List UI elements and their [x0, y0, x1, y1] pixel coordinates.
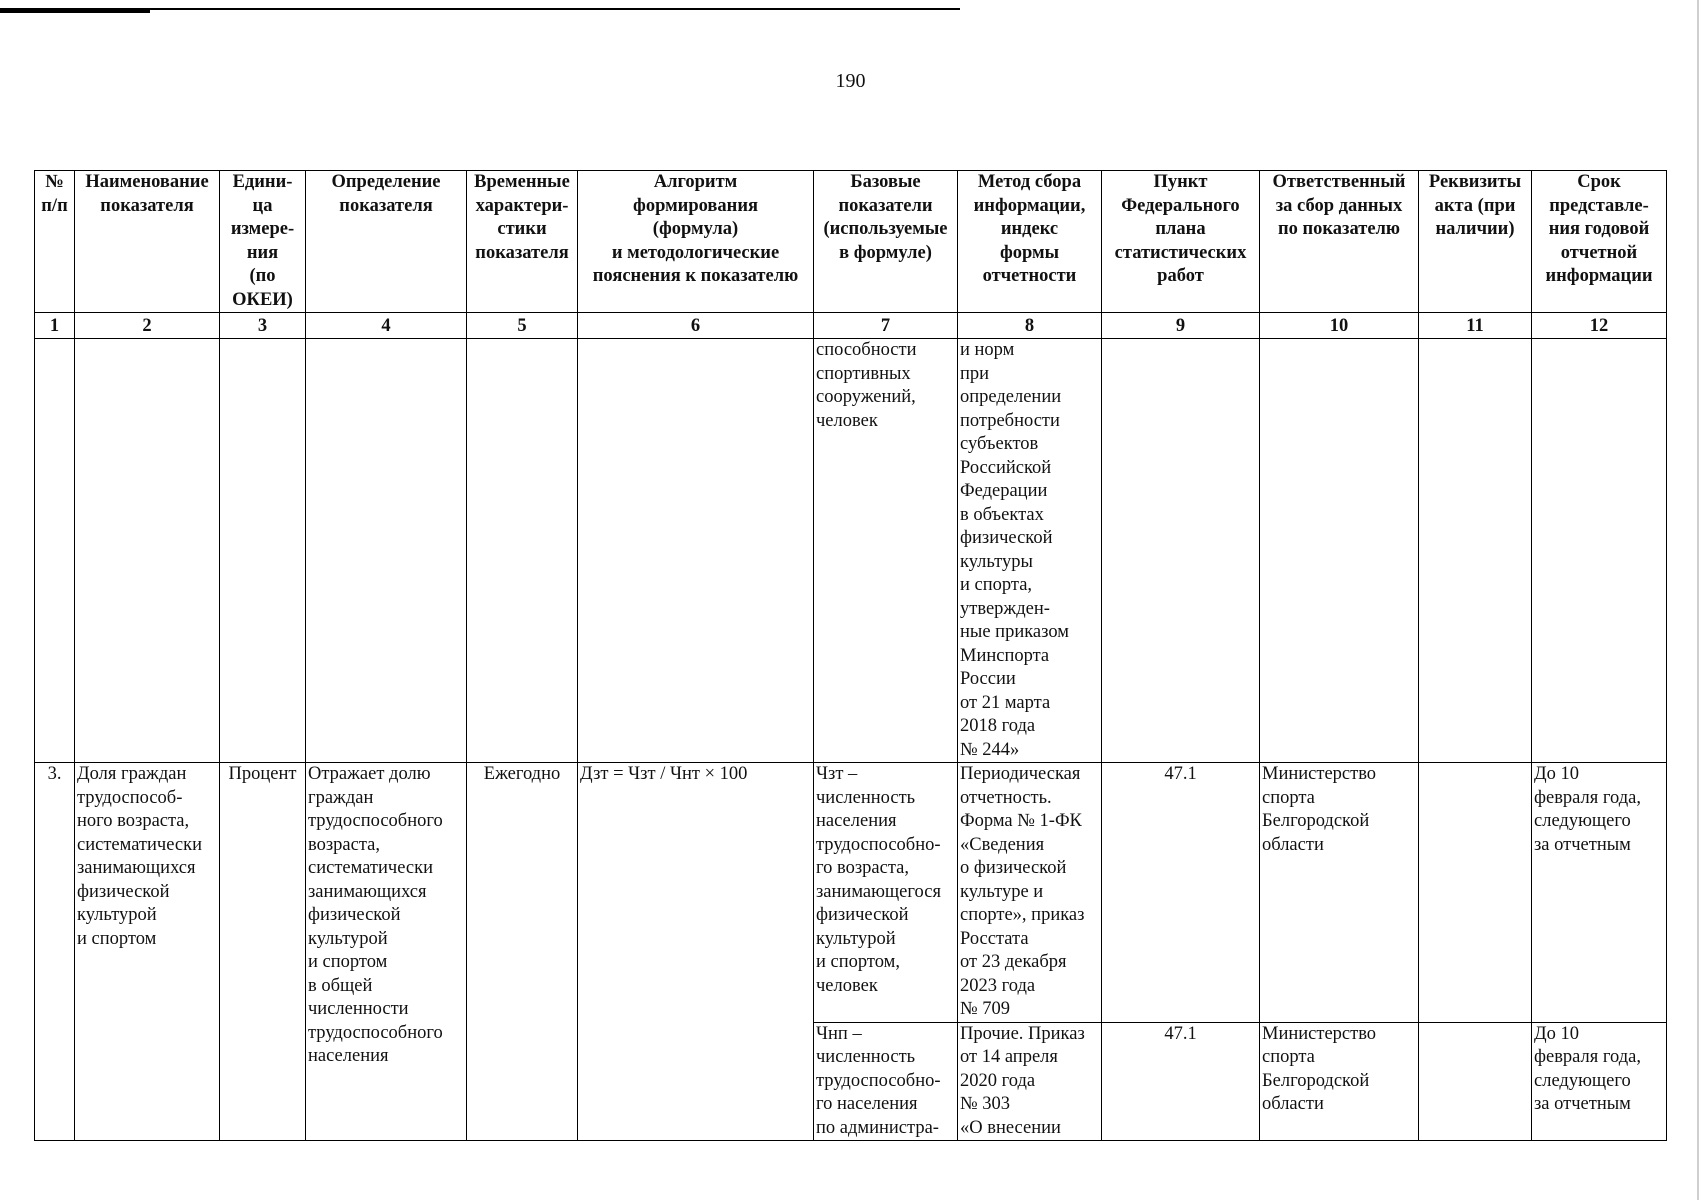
column-number: 3	[220, 313, 306, 339]
header-cell	[220, 171, 306, 313]
text-line: го возраста,	[816, 858, 909, 878]
header-cell	[578, 171, 814, 313]
text-line: по показателю	[1277, 219, 1401, 239]
header-cell	[1102, 171, 1260, 313]
text-line: человек	[816, 975, 878, 996]
text-line: характери-	[475, 195, 569, 216]
indicator-row-3	[35, 763, 1667, 1023]
text-line: Алгоритм	[653, 172, 738, 192]
text-line: Министерство	[1262, 764, 1377, 784]
text-line: в формуле)	[839, 242, 932, 263]
plan-item-cell: 47.1	[1102, 763, 1260, 1023]
text-line: 2020 года	[960, 1070, 1036, 1091]
column-number: 2	[75, 313, 220, 339]
text-line: населения	[816, 811, 897, 831]
header-cell	[306, 171, 467, 313]
indicator-name	[75, 763, 220, 1141]
text-line: от 21 марта	[960, 692, 1051, 713]
collection-method-cell	[958, 339, 1102, 763]
text-line: спорте», приказ	[960, 905, 1085, 925]
text-line: Форма № 1-ФК	[960, 811, 1082, 831]
text-line: Федерации	[960, 481, 1048, 501]
text-line: ные приказом	[960, 622, 1069, 642]
text-line: формирования	[633, 195, 758, 216]
text-line: Прочие. Приказ	[960, 1023, 1085, 1044]
text-line: от 23 декабря	[960, 952, 1067, 972]
empty-cell	[467, 339, 578, 763]
text-line: (используемые	[823, 219, 948, 239]
column-number: 11	[1419, 313, 1532, 339]
text-line: представле-	[1549, 195, 1649, 216]
text-line: плана	[1155, 219, 1206, 239]
header-cell	[1532, 171, 1667, 313]
column-number: 4	[306, 313, 467, 339]
text-line: численности	[308, 999, 409, 1019]
text-line: определении	[960, 387, 1062, 407]
text-line: за отчетным	[1534, 834, 1631, 855]
responsible-cell	[1260, 763, 1419, 1023]
text-line: за сбор данных	[1275, 195, 1403, 216]
text-line: февраля года,	[1534, 787, 1642, 808]
header-cell	[1260, 171, 1419, 313]
header-cell	[958, 171, 1102, 313]
scan-top-line-thick	[0, 10, 150, 13]
text-line: России	[960, 669, 1016, 689]
text-line: ного возраста,	[77, 811, 190, 831]
column-number: 12	[1532, 313, 1667, 339]
text-line: показателя	[339, 195, 433, 216]
empty-cell	[35, 339, 75, 763]
formula-cell: Дзт = Чзт / Чнт × 100	[578, 763, 814, 1141]
text-line: Определение	[331, 172, 441, 192]
text-line: субъектов	[960, 434, 1039, 454]
text-line: трудоспособ-	[77, 787, 183, 808]
text-line: Доля граждан	[77, 764, 187, 784]
text-line: февраля года,	[1534, 1047, 1642, 1067]
text-line: занимающихся	[308, 881, 427, 902]
text-line: индекс	[1000, 219, 1059, 239]
text-line: ОКЕИ)	[232, 289, 293, 310]
text-line: и спортом,	[816, 952, 900, 972]
empty-cell	[1260, 339, 1419, 763]
empty-cell	[306, 339, 467, 763]
text-line: Федерального	[1121, 195, 1240, 216]
text-line: и спорта,	[960, 575, 1033, 595]
text-line: 2023 года	[960, 975, 1036, 996]
header-cell	[814, 171, 958, 313]
empty-cell	[578, 339, 814, 763]
column-number: 5	[467, 313, 578, 339]
base-indicators-cell	[814, 339, 958, 763]
empty-cell	[1102, 339, 1260, 763]
text-line: трудоспособно-	[816, 834, 941, 855]
text-line: ния	[246, 242, 279, 263]
text-line: и спортом	[308, 952, 388, 972]
text-line: трудоспособно-	[816, 1070, 941, 1091]
deadline-cell	[1532, 1022, 1667, 1141]
empty-cell	[220, 339, 306, 763]
text-line: Периодическая	[960, 764, 1081, 784]
text-line: человек	[816, 410, 878, 431]
text-line: Ответственный	[1272, 172, 1406, 192]
text-line: Минспорта	[960, 645, 1050, 666]
header-cell	[467, 171, 578, 313]
text-line: Белгородской	[1262, 811, 1370, 831]
header-cell	[75, 171, 220, 313]
text-line: Реквизиты	[1428, 172, 1522, 192]
text-line: и норм	[960, 340, 1015, 360]
text-line: Росстата	[960, 928, 1029, 949]
text-line: культуры	[960, 551, 1033, 572]
column-number: 10	[1260, 313, 1419, 339]
text-line: спорта	[1262, 1047, 1315, 1067]
unit-cell: Процент	[220, 763, 306, 1141]
text-line: возраста,	[308, 834, 380, 855]
text-line: по администра-	[816, 1117, 939, 1138]
text-line: (по	[249, 266, 276, 286]
text-line: физической	[816, 905, 909, 925]
collection-method-cell	[958, 763, 1102, 1023]
text-line: в общей	[308, 975, 373, 996]
text-line: п/п	[41, 195, 68, 216]
text-line: физической	[77, 881, 170, 902]
text-line: области	[1262, 834, 1324, 855]
text-line: населения	[308, 1046, 389, 1066]
text-line: Едини-	[232, 172, 293, 192]
text-line: спортивных	[816, 363, 911, 384]
text-line: Отражает долю	[308, 764, 431, 784]
text-line: занимающегося	[816, 881, 941, 902]
column-number-row	[35, 313, 1667, 339]
text-line: наличии)	[1435, 219, 1515, 239]
text-line: отчетной	[1560, 242, 1638, 263]
text-line: измере-	[230, 219, 295, 239]
text-line: формы	[999, 242, 1060, 263]
empty-cell	[75, 339, 220, 763]
collection-method-cell	[958, 1022, 1102, 1141]
text-line: культурой	[77, 905, 157, 925]
text-line: численность	[816, 1047, 916, 1067]
deadline-cell	[1532, 763, 1667, 1023]
empty-cell	[1532, 339, 1667, 763]
header-cell	[35, 171, 75, 313]
text-line: Базовые	[850, 172, 921, 192]
text-line: Срок	[1577, 172, 1621, 192]
text-line: области	[1262, 1094, 1324, 1114]
text-line: отчетность.	[960, 787, 1052, 808]
indicator-table	[34, 170, 1667, 1141]
text-line: систематически	[77, 834, 202, 855]
text-line: № 303	[960, 1094, 1011, 1114]
text-line: Министерство	[1262, 1023, 1377, 1044]
column-number: 7	[814, 313, 958, 339]
column-number: 9	[1102, 313, 1260, 339]
column-number: 6	[578, 313, 814, 339]
continuation-row	[35, 339, 1667, 763]
text-line: при	[960, 363, 990, 384]
text-line: ца	[252, 195, 273, 216]
act-details-cell	[1419, 1022, 1532, 1141]
text-line: трудоспособного	[308, 811, 443, 831]
text-line: 2018 года	[960, 716, 1036, 736]
text-line: показателя	[100, 195, 194, 216]
text-line: (формула)	[652, 219, 739, 239]
base-indicators-cell	[814, 1022, 958, 1141]
text-line: показателя	[475, 242, 569, 263]
act-details-cell	[1419, 763, 1532, 1023]
text-line: и методологические	[611, 242, 780, 263]
text-line: «Сведения	[960, 834, 1045, 855]
row-number: 3.	[35, 763, 75, 1141]
text-line: культуре и	[960, 881, 1044, 902]
text-line: трудоспособного	[308, 1022, 443, 1043]
text-line: стики	[497, 219, 547, 239]
responsible-cell	[1260, 1022, 1419, 1141]
plan-item-cell: 47.1	[1102, 1022, 1260, 1141]
text-line: показатели	[838, 195, 933, 216]
text-line: №	[45, 172, 64, 192]
text-line: физической	[960, 528, 1053, 548]
page-number: 190	[835, 70, 866, 92]
text-line: пояснения к показателю	[592, 266, 799, 286]
text-line: культурой	[308, 928, 388, 949]
header-row	[35, 171, 1667, 313]
column-number: 1	[35, 313, 75, 339]
text-line: № 244»	[960, 739, 1020, 760]
text-line: «О внесении	[960, 1117, 1061, 1138]
text-line: Чзт –	[816, 764, 858, 784]
text-line: систематически	[308, 858, 433, 878]
text-line: До 10	[1534, 764, 1579, 784]
scan-edge-mark	[1697, 0, 1699, 1200]
text-line: Временные	[474, 172, 570, 192]
empty-cell	[1419, 339, 1532, 763]
text-line: отчетности	[982, 266, 1077, 286]
text-line: Метод сбора	[977, 172, 1082, 192]
text-line: ния годовой	[1548, 219, 1650, 239]
text-line: за отчетным	[1534, 1094, 1631, 1114]
text-line: утвержден-	[960, 598, 1050, 619]
text-line: Российской	[960, 457, 1052, 478]
text-line: № 709	[960, 999, 1011, 1019]
text-line: Пункт	[1153, 172, 1208, 192]
text-line: следующего	[1534, 1070, 1631, 1091]
text-line: потребности	[960, 410, 1060, 431]
text-line: До 10	[1534, 1023, 1579, 1044]
header-cell	[1419, 171, 1532, 313]
text-line: и спортом	[77, 928, 157, 949]
text-line: от 14 апреля	[960, 1047, 1058, 1067]
text-line: численность	[816, 787, 916, 808]
text-line: го населения	[816, 1094, 918, 1114]
text-line: информации,	[973, 195, 1086, 216]
text-line: Белгородской	[1262, 1070, 1370, 1091]
text-line: акта (при	[1434, 195, 1516, 216]
text-line: следующего	[1534, 811, 1631, 831]
text-line: о физической	[960, 858, 1067, 878]
period-cell: Ежегодно	[467, 763, 578, 1141]
column-number: 8	[958, 313, 1102, 339]
definition-cell	[306, 763, 467, 1141]
text-line: физической	[308, 905, 401, 925]
text-line: способности	[816, 340, 917, 360]
text-line: спорта	[1262, 787, 1315, 808]
text-line: граждан	[308, 787, 374, 808]
base-indicators-cell	[814, 763, 958, 1023]
text-line: статистических	[1114, 242, 1247, 263]
text-line: занимающихся	[77, 858, 196, 878]
text-line: работ	[1157, 266, 1204, 286]
text-line: Наименование	[85, 172, 209, 192]
text-line: сооружений,	[816, 387, 916, 407]
text-line: информации	[1545, 266, 1653, 286]
text-line: культурой	[816, 928, 896, 949]
text-line: в объектах	[960, 504, 1044, 525]
text-line: Чнп –	[816, 1023, 862, 1044]
